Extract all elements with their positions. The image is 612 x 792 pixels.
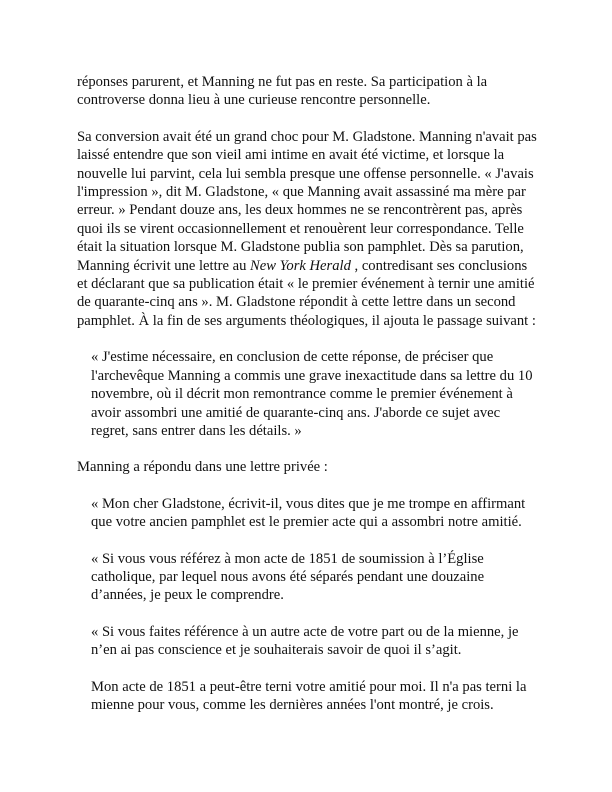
paragraph-1: réponses parurent, et Manning ne fut pas en reste. Sa participation à la controverse donna lieu à une curieuse rencontre personnelle. — [77, 74, 488, 109]
quote-1: « J'estime nécessaire, en conclusion de cette réponse, de préciser que l'archevêque Manning a commis une grave inexactitude dans sa lettre du 10 novembre, où il décrit mon remontrance comme le premier événement à avoir assombri une amitié de quarante-cinq ans. J'aborde ce sujet avec regret, sans entrer dans les détails. » — [91, 349, 533, 439]
newspaper-title: New York Herald — [250, 257, 351, 274]
paragraph-2 — [77, 128, 539, 330]
quote-2: « Mon cher Gladstone, écrivit-il, vous dites que je me trompe en affirmant que votre ancien pamphlet est le premier acte qui a assombri notre amitié. — [91, 495, 526, 531]
paragraph-3: Manning a répondu dans une lettre privée : — [77, 459, 328, 476]
quote-5: Mon acte de 1851 a peut-être terni votre amitié pour moi. Il n'a pas terni la mienne pour vous, comme les dernières années l'ont montré, je crois. — [91, 678, 527, 713]
quote-3: « Si vous vous référez à mon acte de 1851 de soumission à l’Église catholique, par lequel nous avons été séparés pendant une douzaine d’années, je peux le comprendre. — [91, 550, 485, 604]
quote-4: « Si vous faites référence à un autre acte de votre part ou de la mienne, je n’en ai pas conscience et je souhaiterais savoir de quoi il s’agit. — [91, 623, 519, 659]
paragraph-2-text-end: , contredisant ses conclusions et déclarant que sa publication était « le premier événement à ternir une amitié de quarante-cinq ans ». M. Gladstone répondit à cette lettre dans un second pamphlet. À la fin de ses arguments théologiques, il ajouta le passage suivant : — [77, 257, 536, 329]
page-body — [77, 73, 539, 732]
paragraph-2-text-start: Sa conversion avait été un grand choc pour M. Gladstone. Manning n'avait pas laissé entendre que son vieil ami intime en avait été victime, et lorsque la nouvelle lui parvint, cela lui sembla presque une offense personnelle. « J'avais l'impression », dit M. Gladstone, « que Manning avait assassiné ma mère par erreur. » Pendant douze ans, les deux hommes ne se rencontrèrent pas, après quoi ils se virent occasionnellement et renouèrent leur correspondance. Telle était la situation lorsque M. Gladstone publia son pamphlet. Dès sa parution, Manning écrivit une lettre au — [77, 128, 537, 274]
